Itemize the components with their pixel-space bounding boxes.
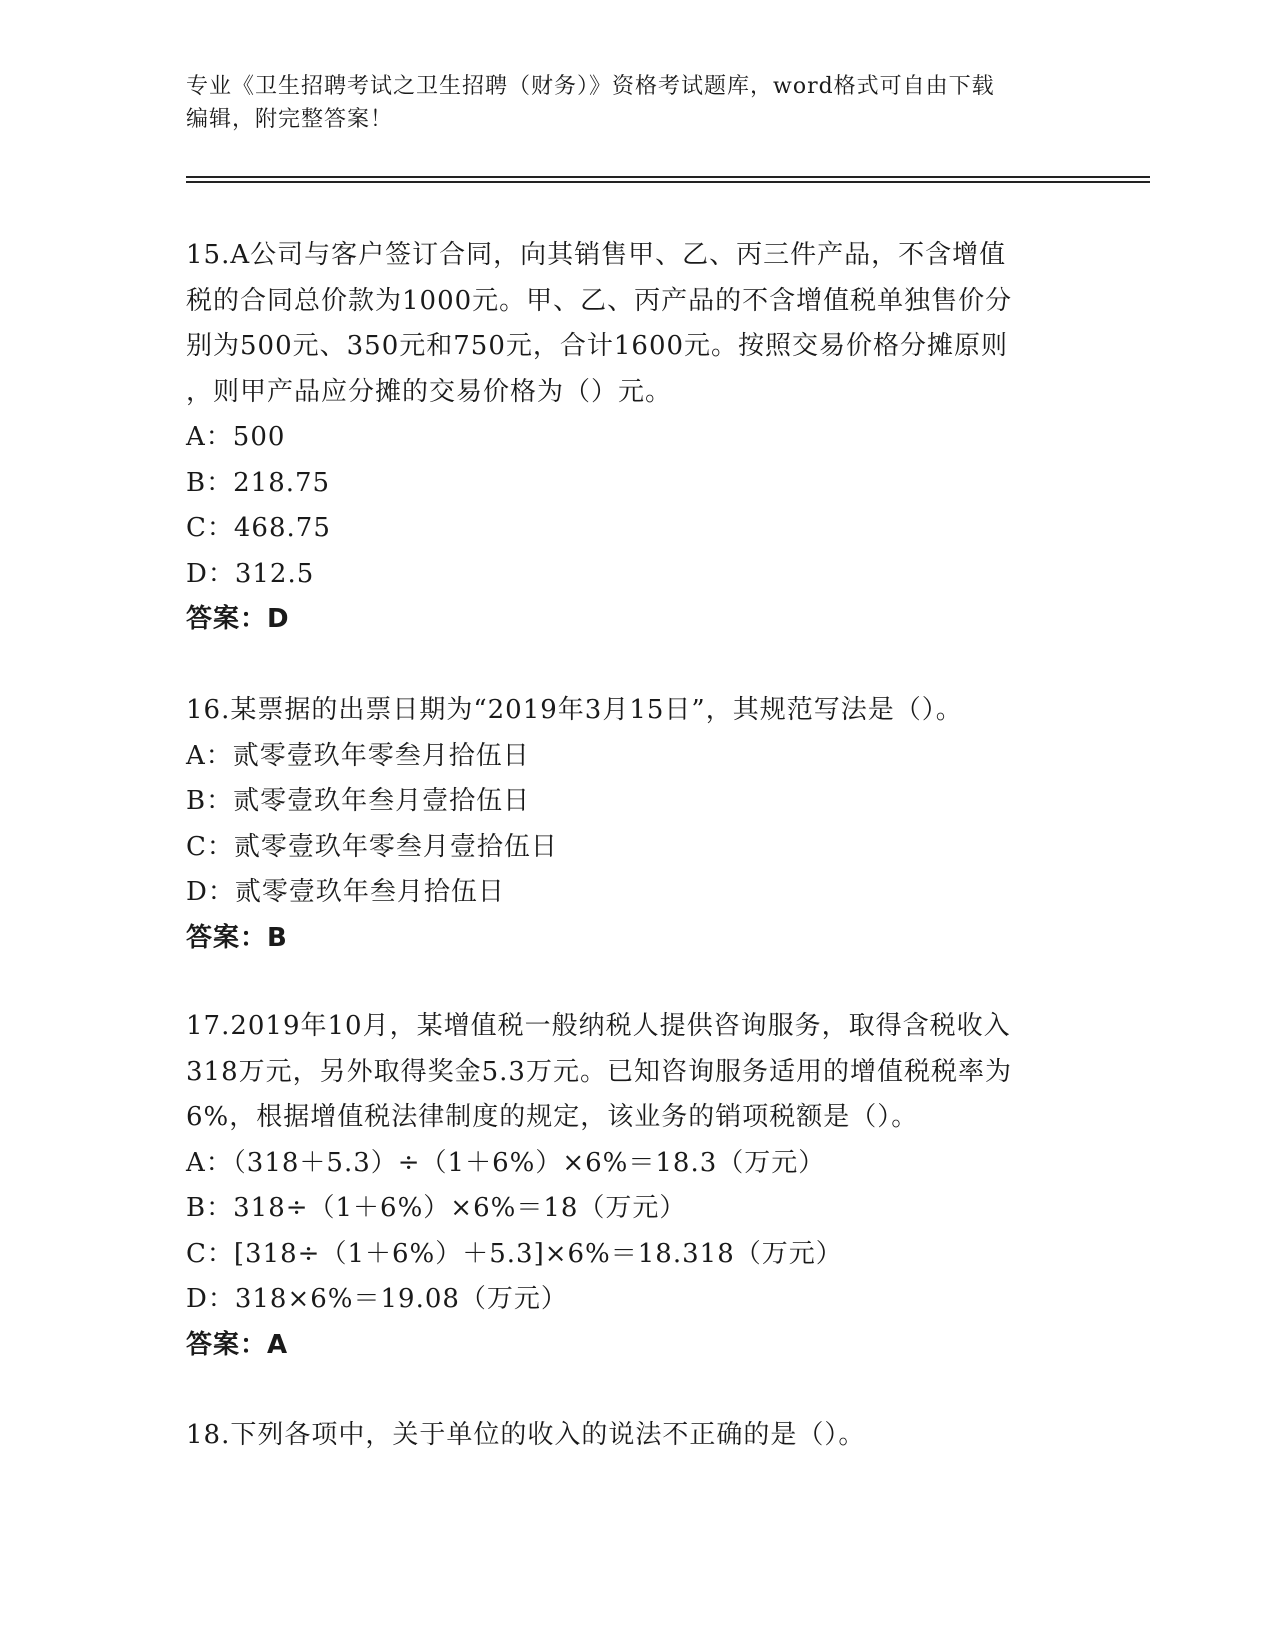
question-15: [186, 233, 1066, 643]
header-divider-bottom: [186, 181, 1150, 183]
question-stem-line: 6%，根据增值税法律制度的规定，该业务的销项税额是（）。: [186, 1102, 919, 1132]
question-stem-line: 18.下列各项中，关于单位的收入的说法不正确的是（）。: [186, 1420, 866, 1450]
option-d: D：贰零壹玖年叁月拾伍日: [186, 877, 505, 907]
option-d: D：312.5: [186, 558, 315, 589]
option-c: C：[318÷（1＋6%）＋5.3]×6%＝18.318（万元）: [186, 1238, 843, 1269]
option-a: A：贰零壹玖年零叁月拾伍日: [186, 740, 530, 771]
question-stem-line: ，则甲产品应分摊的交易价格为（）元。: [186, 376, 673, 407]
header-divider-top: [186, 176, 1150, 178]
question-stem-line: 别为500元、350元和750元，合计1600元。按照交易价格分摊原则: [186, 331, 1009, 361]
option-d: D：318×6%＝19.08（万元）: [186, 1284, 568, 1314]
question-stem-line: 税的合同总价款为1000元。甲、乙、丙产品的不含增值税单独售价分: [186, 285, 1013, 316]
answer-key: 答案：B: [186, 922, 288, 953]
option-a: A：500: [186, 422, 286, 452]
option-b: B：贰零壹玖年叁月壹拾伍日: [186, 786, 531, 816]
question-stem-line: 318万元，另外取得奖金5.3万元。已知咨询服务适用的增值税税率为: [186, 1056, 1012, 1087]
option-b: B：218.75: [186, 467, 331, 498]
page-header: [186, 70, 1086, 136]
question-stem-line: 16.某票据的出票日期为“2019年3月15日”，其规范写法是（）。: [186, 695, 963, 725]
question-18: [186, 1413, 1066, 1459]
header-line-1: 专业《卫生招聘考试之卫生招聘（财务）》资格考试题库，word格式可自由下载: [186, 74, 995, 99]
question-17: [186, 1004, 1066, 1368]
answer-key: 答案：A: [186, 1329, 289, 1360]
answer-key: 答案：D: [186, 604, 290, 634]
option-c: C：贰零壹玖年零叁月壹拾伍日: [186, 831, 558, 862]
question-16: [186, 688, 1066, 961]
option-b: B：318÷（1＋6%）×6%＝18（万元）: [186, 1193, 687, 1223]
option-a: A：（318＋5.3）÷（1＋6%）×6%＝18.3（万元）: [186, 1147, 826, 1178]
header-line-2: 编辑，附完整答案！: [186, 107, 394, 132]
question-stem-line: 17.2019年10月，某增值税一般纳税人提供咨询服务，取得含税收入: [186, 1011, 1011, 1041]
option-c: C：468.75: [186, 513, 331, 543]
question-stem-line: 15.A公司与客户签订合同，向其销售甲、乙、丙三件产品，不含增值: [186, 240, 1007, 270]
